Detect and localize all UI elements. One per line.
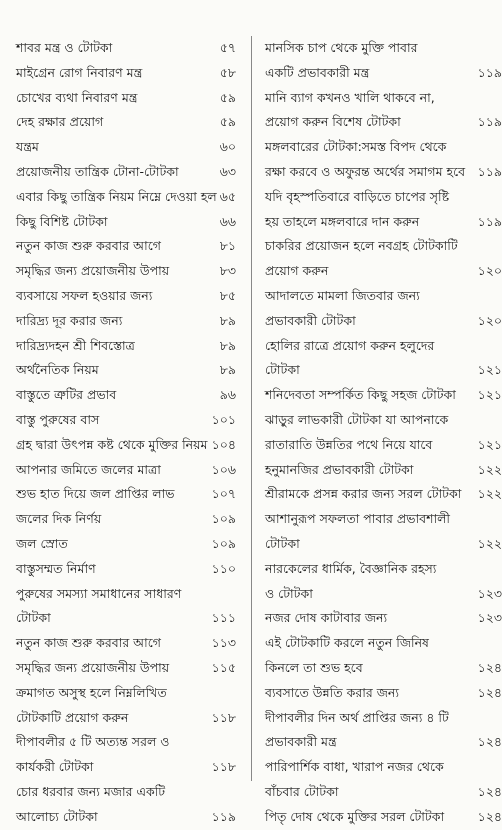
toc-entry-title: দীপাবলীর ৫ টি অত্যন্ত সরল ও bbox=[16, 734, 170, 750]
toc-entry bbox=[255, 681, 502, 706]
toc-entry-title: ব্যবসাতে উন্নতি করার জন্য bbox=[265, 684, 399, 700]
toc-entry bbox=[10, 631, 250, 656]
toc-entry-title: রক্ষা করবে ও অফুরন্ত অর্থের সমাগম হবে bbox=[265, 163, 466, 179]
toc-entry-page-number: ১২১ bbox=[477, 362, 502, 378]
toc-entry-title: টোটকা bbox=[265, 362, 300, 378]
toc-entry bbox=[10, 458, 250, 483]
toc-entry bbox=[255, 507, 494, 532]
toc-entry-page-number: ১১৮ bbox=[211, 759, 236, 775]
toc-entry bbox=[10, 259, 250, 284]
toc-entry-page-number: ৬৫ bbox=[219, 188, 236, 204]
toc-entry-title: মাইগ্রেন রোগ নিবারণ মন্ত্র bbox=[16, 64, 143, 80]
toc-entry-page-number: ৮৯ bbox=[219, 362, 236, 378]
toc-entry-page-number: ১১৯ bbox=[477, 64, 502, 80]
toc-entry-page-number: ১০১ bbox=[211, 411, 236, 427]
toc-entry-page-number: ১২৪ bbox=[477, 734, 502, 750]
toc-entry bbox=[10, 780, 250, 805]
toc-entry-title: কিনলে তা শুভ হবে bbox=[265, 659, 363, 675]
toc-entry-page-number: ৬৩ bbox=[219, 163, 236, 179]
toc-entry-title: নজর দোষ কাটাবার জন্য bbox=[265, 610, 388, 626]
toc-entry bbox=[10, 805, 250, 830]
toc-entry bbox=[255, 61, 502, 86]
toc-entry bbox=[10, 507, 250, 532]
toc-entry-title: শুভ হাত দিয়ে জল প্রাপ্তির লাভ bbox=[16, 486, 175, 502]
toc-entry-title: চোখের ব্যথা নিবারণ মন্ত্র bbox=[16, 89, 138, 105]
toc-entry bbox=[10, 532, 250, 557]
toc-entry-title: ব্যবসায়ে সফল হওয়ার জন্য bbox=[16, 287, 153, 303]
toc-entry bbox=[255, 383, 502, 408]
toc-entry bbox=[255, 36, 494, 61]
toc-entry-page-number: ১১০ bbox=[211, 560, 236, 576]
toc-entry-title: কিছু বিশিষ্ট টোটকা bbox=[16, 213, 108, 229]
toc-entry bbox=[255, 309, 502, 334]
toc-entry-title: যন্ত্রম bbox=[16, 139, 39, 155]
toc-entry-title: দারিদ্র্যদহন শ্রী শিবস্তোত্র bbox=[16, 337, 135, 353]
toc-entry-title: প্রয়োগ করুন bbox=[265, 263, 329, 279]
toc-entry bbox=[10, 606, 250, 631]
toc-entry bbox=[10, 36, 250, 61]
toc-entry bbox=[10, 284, 250, 309]
toc-entry-page-number: ৮১ bbox=[219, 238, 236, 254]
toc-entry-title: টোটকাটি প্রয়োগ করুন bbox=[16, 709, 129, 725]
toc-entry bbox=[255, 458, 502, 483]
toc-entry bbox=[255, 805, 502, 830]
toc-entry bbox=[10, 160, 250, 185]
toc-entry-title: হনুমানজির প্রভাবকারী টোটকা bbox=[265, 461, 414, 477]
toc-entry bbox=[10, 309, 250, 334]
toc-entry-page-number: ৮৯ bbox=[219, 312, 236, 328]
toc-entry bbox=[255, 557, 494, 582]
toc-entry-title: শাবর মন্ত্র ও টোটকা bbox=[16, 40, 113, 55]
toc-entry bbox=[10, 358, 250, 383]
toc-entry-title: জলের দিক নির্ণয় bbox=[16, 511, 102, 527]
toc-entry-page-number: ১১৯ bbox=[211, 808, 236, 824]
toc-entry-title: ঝাড়ুর লাভকারী টোটকা যা আপনাকে bbox=[265, 411, 449, 427]
toc-entry-page-number: ১২২ bbox=[477, 535, 502, 551]
toc-entry bbox=[10, 86, 250, 111]
toc-entry-page-number: ১২৪ bbox=[477, 808, 502, 824]
toc-entry bbox=[10, 334, 250, 359]
toc-entry-title: প্রয়োজনীয় তান্ত্রিক টোনা-টোটকা bbox=[16, 163, 179, 179]
toc-left-column bbox=[10, 36, 250, 830]
toc-entry bbox=[10, 383, 250, 408]
toc-entry-title: চাকরির প্রয়োজন হলে নবগ্রহ টোটকাটি bbox=[265, 238, 458, 254]
toc-entry-page-number: ৫৯ bbox=[219, 89, 236, 105]
toc-entry-title: আশানুরূপ সফলতা পাবার প্রভাবশালী bbox=[265, 511, 450, 527]
toc-entry bbox=[255, 582, 502, 607]
toc-entry-page-number: ৫৭ bbox=[219, 40, 236, 55]
toc-entry-page-number: ৮৩ bbox=[219, 263, 236, 279]
toc-entry bbox=[255, 135, 494, 160]
toc-entry-title: টোটকা bbox=[265, 535, 300, 551]
toc-entry-page-number: ১০৬ bbox=[211, 461, 236, 477]
toc-entry-title: হোলির রাত্রে প্রয়োগ করুন হলুদের bbox=[265, 337, 435, 353]
toc-entry-page-number: ১২৪ bbox=[477, 659, 502, 675]
toc-entry-title: পুরুষের সমস্যা সমাধানের সাধারণ bbox=[16, 585, 182, 601]
toc-entry bbox=[255, 334, 494, 359]
toc-entry-title: পারিপার্শিক বাধা, খারাপ নজর থেকে bbox=[265, 759, 444, 775]
toc-entry-title: আলোচ্য টোটকা bbox=[16, 808, 98, 824]
toc-entry-title: বাস্তুসম্মত নির্মাণ bbox=[16, 560, 96, 576]
toc-entry-title: প্রয়োগ করুন বিশেষ টোটকা bbox=[265, 114, 401, 130]
toc-entry-title: জল স্রোত bbox=[16, 535, 68, 551]
toc-entry-page-number: ১২২ bbox=[477, 461, 502, 477]
toc-entry bbox=[255, 532, 502, 557]
toc-entry-title: রাতারাতি উন্নতির পথে নিয়ে যাবে bbox=[265, 436, 433, 452]
toc-entry bbox=[255, 706, 494, 731]
toc-entry bbox=[10, 433, 250, 458]
toc-entry bbox=[10, 185, 250, 210]
toc-entry-page-number: ১২৪ bbox=[477, 684, 502, 700]
toc-entry-title: মানসিক চাপ থেকে মুক্তি পাবার bbox=[265, 40, 418, 55]
toc-entry-title: হয় তাহলে মঙ্গলবারে দান করুন bbox=[265, 213, 420, 229]
toc-entry-title: পিতৃ দোষ থেকে মুক্তির সরল টোটকা bbox=[265, 808, 445, 824]
toc-entry-page-number: ১১৯ bbox=[477, 114, 502, 130]
toc-entry-page-number: ১০৯ bbox=[211, 535, 236, 551]
column-divider bbox=[251, 36, 252, 781]
toc-entry-page-number: ১০৪ bbox=[211, 436, 236, 452]
toc-entry-page-number: ১২০ bbox=[477, 263, 502, 279]
toc-entry-title: নতুন কাজ শুরু করবার আগে bbox=[16, 238, 161, 254]
toc-entry bbox=[255, 234, 494, 259]
toc-entry bbox=[10, 706, 250, 731]
toc-entry-title: প্রভাবকারী মন্ত্র bbox=[265, 734, 337, 750]
toc-entry-title: দেহ রক্ষার প্রয়োগ bbox=[16, 114, 104, 130]
toc-entry-title: একটি প্রভাবকারী মন্ত্র bbox=[265, 64, 370, 80]
toc-entry-page-number: ৬৬ bbox=[219, 213, 236, 229]
toc-entry bbox=[10, 408, 250, 433]
toc-entry-title: ও টোটকা bbox=[265, 585, 313, 601]
toc-entry bbox=[255, 631, 494, 656]
toc-entry-page-number: ১০৯ bbox=[211, 511, 236, 527]
toc-entry-page-number: ৬০ bbox=[219, 139, 236, 155]
toc-entry bbox=[10, 61, 250, 86]
toc-entry-title: শ্রীরামকে প্রসন্ন করার জন্য সরল টোটকা bbox=[265, 486, 462, 502]
toc-entry bbox=[10, 557, 250, 582]
toc-entry-title: দারিদ্র্য দূর করার জন্য bbox=[16, 312, 123, 328]
toc-entry-title: সমৃদ্ধির জন্য প্রয়োজনীয় উপায় bbox=[16, 263, 170, 279]
toc-entry bbox=[10, 210, 250, 235]
toc-entry bbox=[10, 234, 250, 259]
toc-entry-title: বাস্তুতে ত্রুটির প্রভাব bbox=[16, 387, 117, 403]
toc-entry-title: কার্যকরী টোটকা bbox=[16, 759, 94, 775]
toc-entry bbox=[10, 656, 250, 681]
toc-entry bbox=[255, 210, 502, 235]
toc-entry-page-number: ৮৫ bbox=[219, 287, 236, 303]
toc-entry-title: বাস্তু পুরুষের বাস bbox=[16, 411, 100, 427]
toc-entry-title: ক্রমাগত অসুস্থ হলে নিম্নলিখিত bbox=[16, 684, 167, 700]
toc-entry-title: মঙ্গলবারের টোটকা:সমস্ত বিপদ থেকে bbox=[265, 139, 447, 155]
toc-entry-page-number: ১১৩ bbox=[211, 635, 236, 651]
toc-entry bbox=[255, 730, 502, 755]
toc-entry-page-number: ১১১ bbox=[211, 610, 236, 626]
toc-entry bbox=[255, 780, 502, 805]
toc-entry bbox=[255, 656, 502, 681]
toc-entry-title: অর্থনৈতিক নিয়ম bbox=[16, 362, 99, 378]
toc-entry bbox=[255, 110, 502, 135]
toc-entry bbox=[255, 160, 502, 185]
toc-entry bbox=[255, 284, 494, 309]
toc-entry bbox=[255, 86, 494, 111]
toc-entry-title: শনিদেবতা সম্পর্কিত কিছু সহজ টোটকা bbox=[265, 387, 456, 403]
toc-entry bbox=[10, 730, 250, 755]
toc-entry-page-number: ১১৫ bbox=[211, 659, 236, 675]
toc-entry-title: প্রভাবকারী টোটকা bbox=[265, 312, 356, 328]
toc-entry-title: এই টোটকাটি করলে নতুন জিনিষ bbox=[265, 635, 429, 651]
toc-entry bbox=[255, 185, 494, 210]
toc-entry-page-number: ১১৯ bbox=[477, 163, 502, 179]
toc-entry bbox=[10, 681, 250, 706]
toc-entry-page-number: ১২১ bbox=[477, 387, 502, 403]
toc-entry-title: বাঁচবার টোটকা bbox=[265, 783, 339, 799]
toc-entry bbox=[10, 110, 250, 135]
toc-entry-page-number: ৫৮ bbox=[219, 64, 236, 80]
toc-entry-title: নতুন কাজ শুরু করবার আগে bbox=[16, 635, 161, 651]
toc-right-column bbox=[255, 36, 502, 830]
toc-entry-page-number: ১২৩ bbox=[477, 585, 502, 601]
toc-entry-page-number: ১২৩ bbox=[477, 610, 502, 626]
toc-entry-page-number: ৯৬ bbox=[219, 387, 236, 403]
toc-entry bbox=[255, 606, 502, 631]
toc-entry-page-number: ১১৮ bbox=[211, 709, 236, 725]
toc-entry bbox=[255, 259, 502, 284]
toc-entry-title: আদালতে মামলা জিতবার জন্য bbox=[265, 287, 420, 303]
toc-entry-page-number: ১২০ bbox=[477, 312, 502, 328]
toc-entry-title: গ্রহ দ্বারা উৎপন্ন কষ্ট থেকে মুক্তির নিয়ম bbox=[16, 436, 208, 452]
toc-entry-title: আপনার জমিতে জলের মাত্রা bbox=[16, 461, 161, 477]
toc-entry-title: দীপাবলীর দিন অর্থ প্রাপ্তির জন্য ৪ টি bbox=[265, 709, 449, 725]
toc-entry bbox=[255, 408, 494, 433]
toc-entry-title: টোটকা bbox=[16, 610, 51, 626]
toc-entry-page-number: ১২৪ bbox=[477, 783, 502, 799]
toc-entry bbox=[10, 482, 250, 507]
toc-entry-page-number: ৫৯ bbox=[219, 114, 236, 130]
toc-entry-title: সমৃদ্ধির জন্য প্রয়োজনীয় উপায় bbox=[16, 659, 170, 675]
toc-entry-title: চোর ধরবার জন্য মজার একটি bbox=[16, 783, 166, 799]
toc-entry bbox=[255, 482, 502, 507]
toc-entry-page-number: ১২১ bbox=[477, 436, 502, 452]
toc-entry bbox=[255, 755, 494, 780]
toc-entry-title: নারকেলের ধার্মিক, বৈজ্ঞানিক রহস্য bbox=[265, 560, 437, 576]
toc-entry-title: যদি বৃহস্পতিবারে বাড়িতে চাপের সৃষ্টি bbox=[265, 188, 450, 204]
toc-entry bbox=[10, 755, 250, 780]
toc-entry-title: মানি ব্যাগ কখনও খালি থাকবে না, bbox=[265, 89, 435, 105]
toc-entry-page-number: ১০৭ bbox=[211, 486, 236, 502]
toc-entry bbox=[10, 582, 250, 607]
toc-entry bbox=[255, 358, 502, 383]
toc-entry-page-number: ৮৯ bbox=[219, 337, 236, 353]
toc-entry-page-number: ১২২ bbox=[477, 486, 502, 502]
toc-entry bbox=[255, 433, 502, 458]
toc-entry-page-number: ১১৯ bbox=[477, 213, 502, 229]
toc-entry-title: এবার কিছু তান্ত্রিক নিয়ম নিম্নে দেওয়া হল bbox=[16, 188, 217, 204]
toc-entry bbox=[10, 135, 250, 160]
